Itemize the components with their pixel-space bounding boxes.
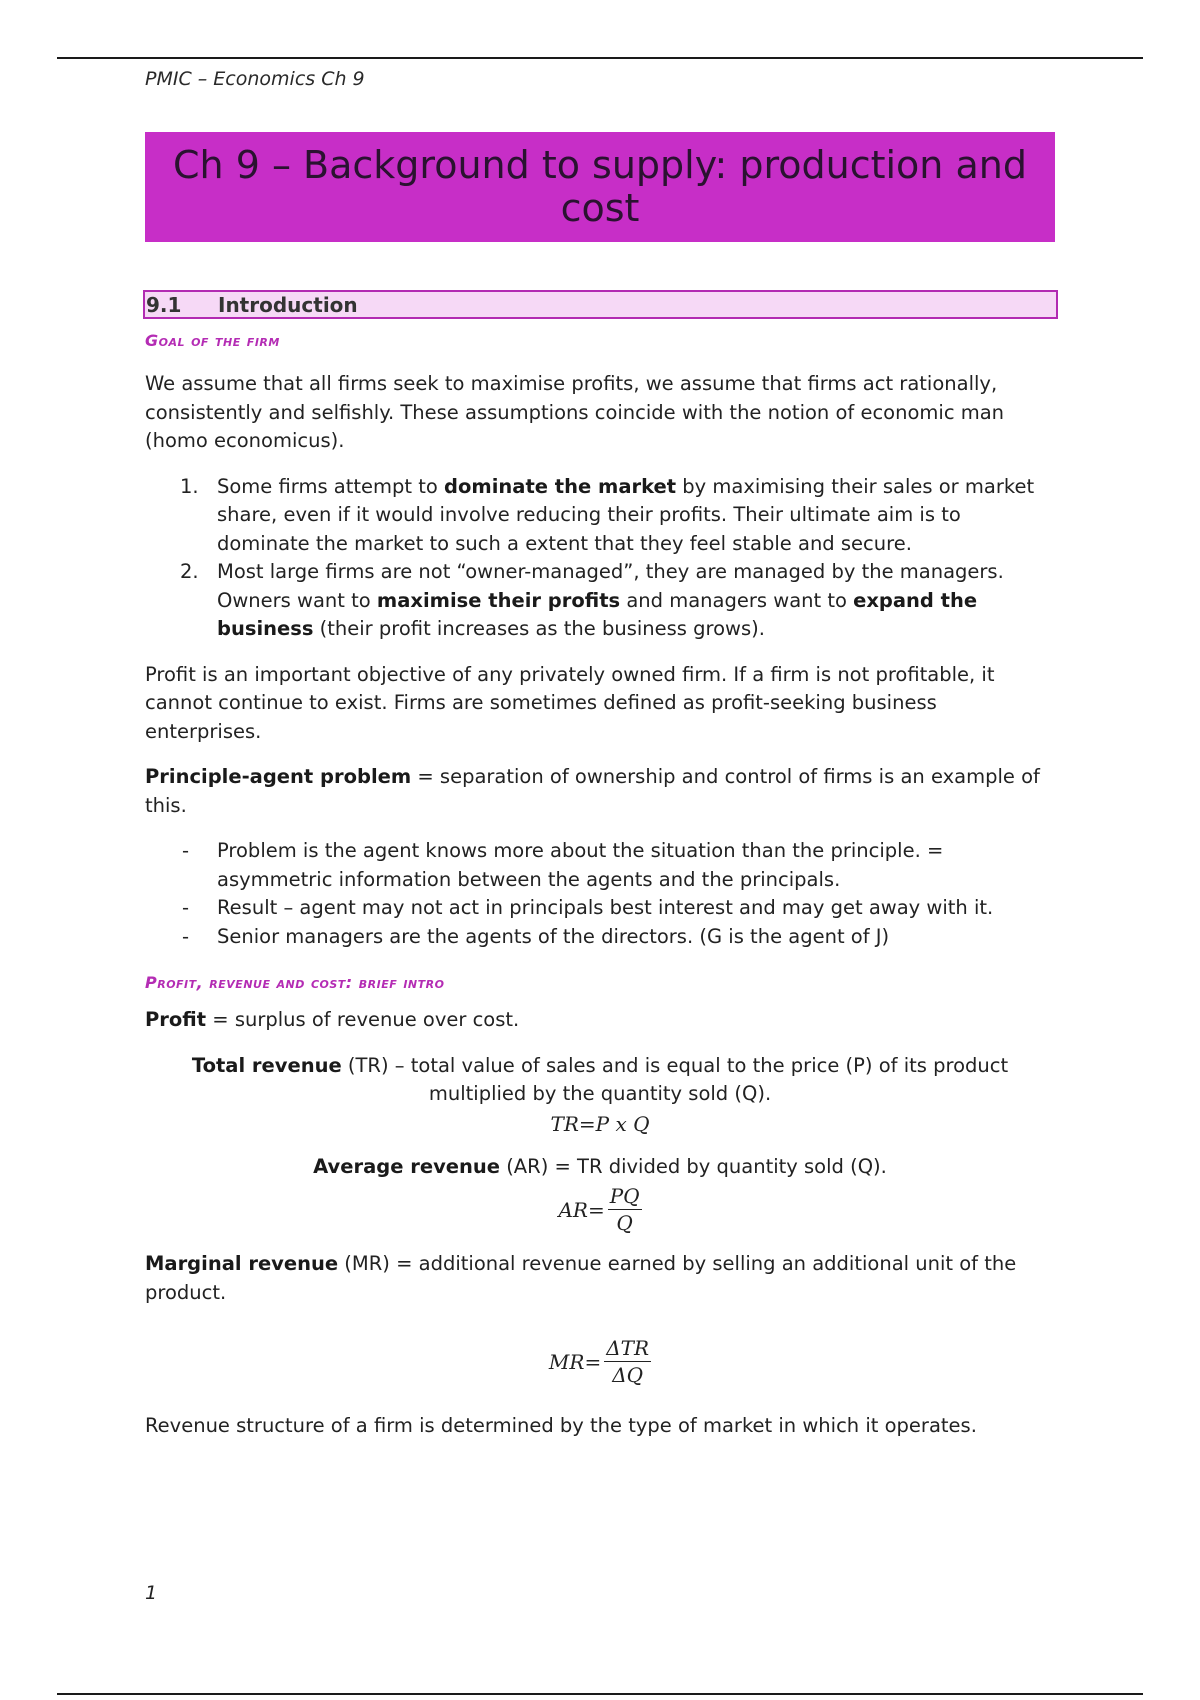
- marginal-revenue-formula: MR= $\frac{\text{ΔTR}}{\Delta Q}$: [548, 1336, 650, 1387]
- list-item: - Problem is the agent knows more about the situation than the principle. = asymmetric information between the agents and the principals.: [182, 839, 944, 891]
- list-item: 2. Most large firms are not “owner-managed”, they are managed by the managers. Owners want to maximise their profits and managers want to expand the business (their profit increases as the business grows).: [180, 560, 1004, 640]
- running-header: PMIC – Economics Ch 9: [145, 68, 365, 90]
- bottom-rule: [57, 1693, 1143, 1695]
- list-item: - Result – agent may not act in principals best interest and may get away with it.: [182, 896, 994, 919]
- section-heading: [143, 290, 1058, 319]
- section-title: Introduction: [218, 292, 358, 317]
- chapter-title: Ch 9 – Background to supply: production and cost: [145, 132, 1055, 242]
- profit-paragraph: Profit is an important objective of any privately owned firm. If a firm is not profitable, it cannot continue to exist. Firms are sometimes defined as profit-seeking business enterprises.: [145, 662, 995, 743]
- goal-heading: Goal of the firm: [145, 331, 280, 350]
- list-item: 1. Some firms attempt to dominate the market by maximising their sales or market share, even if it would involve reducing their profits. Their ultimate aim is to dominate the market to such a extent that they feel stable and secure.: [180, 474, 1035, 555]
- principal-agent-paragraph: Principle-agent problem = separation of ownership and control of firms is an example of this.: [145, 765, 1040, 817]
- section-number: 9.1: [146, 292, 182, 317]
- page-number: 1: [145, 1582, 158, 1604]
- revenue-heading: Profit, revenue and cost: brief intro: [145, 973, 445, 992]
- fraction: $\frac{PQ}{Q}$: [609, 1184, 640, 1235]
- total-revenue-formula: TR=P x Q: [550, 1111, 650, 1136]
- total-revenue-definition: Total revenue (TR) – total value of sales and is equal to the price (P) of its product multiplied by the quantity sold (Q).: [191, 1053, 1009, 1105]
- average-revenue-definition: Average revenue (AR) = TR divided by quantity sold (Q).: [313, 1154, 887, 1178]
- list-item: - Senior managers are the agents of the directors. (G is the agent of J): [182, 924, 890, 948]
- revenue-structure-paragraph: Revenue structure of a firm is determined by the type of market in which it operates.: [145, 1414, 977, 1437]
- document-page: [145, 66, 1055, 1441]
- list-marker: 1.: [180, 474, 199, 498]
- fraction: $\frac{\text{ΔTR}}{\Delta Q}$: [606, 1336, 650, 1387]
- principal-agent-list: [145, 837, 1055, 951]
- goal-numbered-list: [145, 473, 1055, 644]
- principal-agent-term: Principle-agent problem: [145, 765, 412, 788]
- profit-definition: Profit = surplus of revenue over cost.: [145, 1008, 520, 1031]
- top-rule: [57, 57, 1143, 59]
- goal-intro: We assume that all firms seek to maximise profits, we assume that firms act rationally, consistently and selfishly. These assumptions coincide with the notion of economic man (homo economicus).: [145, 372, 1005, 452]
- marginal-revenue-definition: Marginal revenue (MR) = additional revenue earned by selling an additional unit of the product.: [145, 1252, 1017, 1304]
- average-revenue-formula: AR= $\frac{PQ}{Q}$: [558, 1184, 640, 1235]
- list-marker: 2.: [180, 560, 199, 583]
